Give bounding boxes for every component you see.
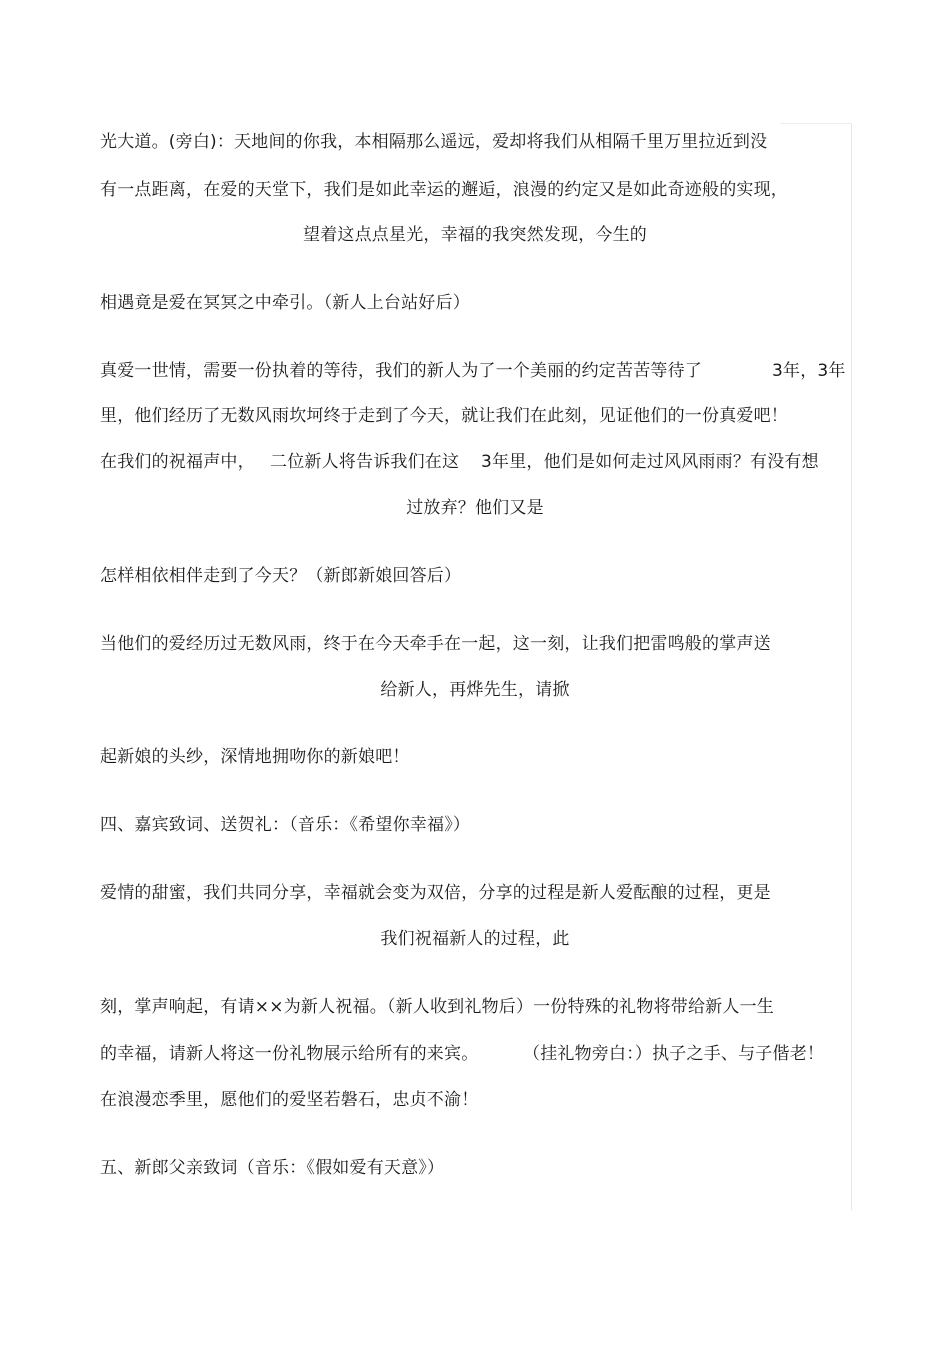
section-heading: 四、嘉宾致词、送贺礼：（音乐：《希望你幸福》） <box>100 815 471 835</box>
text-line: 怎样相依相伴走到了今天？（新郎新娘回答后） <box>100 566 462 586</box>
section-heading: 五、新郎父亲致词（音乐：《假如爱有天意》） <box>100 1158 445 1178</box>
page-border-right <box>851 124 852 1210</box>
text-line: 里，他们经历了无数风雨坎坷终于走到了今天，就让我们在此刻，见证他们的一份真爱吧！ <box>100 406 788 426</box>
text-line: 的幸福，请新人将这一份礼物展示给所有的来宾。 <box>100 1044 479 1064</box>
text-line: 在浪漫恋季里，愿他们的爱坚若磐石，忠贞不渝！ <box>100 1090 479 1110</box>
text-line: 起新娘的头纱，深情地拥吻你的新娘吧！ <box>100 747 410 767</box>
text-line: 过放弃？他们又是 <box>406 498 544 518</box>
text-line: 有一点距离，在爱的天堂下，我们是如此幸运的邂逅，浪漫的约定又是如此奇迹般的实现， <box>100 180 788 200</box>
text-line: 当他们的爱经历过无数风雨，终于在今天牵手在一起，这一刻，让我们把雷鸣般的掌声送 <box>100 634 771 654</box>
text-line: 刻，掌声响起，有请××为新人祝福。（新人收到礼物后）一份特殊的礼物将带给新人一生 <box>100 997 774 1017</box>
text-line: 望着这点点星光，幸福的我突然发现，今生的 <box>303 225 647 245</box>
page-border-top <box>780 123 852 124</box>
text-line: 爱情的甜蜜，我们共同分享，幸福就会变为双倍，分享的过程是新人爱酝酿的过程，更是 <box>100 883 771 903</box>
text-line: 我们祝福新人的过程，此 <box>380 929 570 949</box>
text-line: 相遇竟是爱在冥冥之中牵引。（新人上台站好后） <box>100 293 470 313</box>
text-line: 光大道。(旁白)：天地间的你我，本相隔那么遥远，爱却将我们从相隔千里万里拉近到没 <box>100 132 768 152</box>
text-line: 真爱一世情，需要一份执着的等待，我们的新人为了一个美丽的约定苦苦等待了 <box>100 361 702 381</box>
text-line: 3年里，他们是如何走过风风雨雨？有没有想 <box>481 452 819 472</box>
text-line: 给新人，再烨先生，请掀 <box>380 680 570 700</box>
text-line: （挂礼物旁白：）执子之手、与子偕老！ <box>523 1044 825 1064</box>
text-line: 二位新人将告诉我们在这 <box>270 452 460 472</box>
text-line: 3年，3年 <box>772 361 846 381</box>
text-line: 在我们的祝福声中， <box>100 452 255 472</box>
